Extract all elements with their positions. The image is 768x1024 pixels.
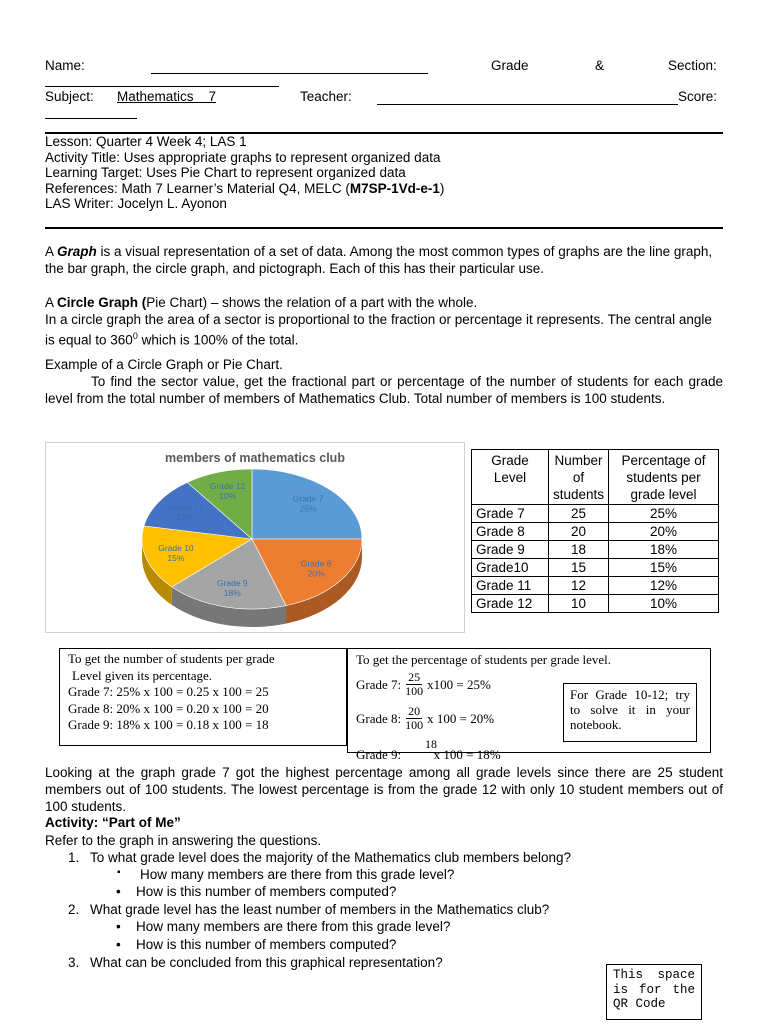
pie-chart <box>46 443 464 632</box>
g8-label: Grade 8: <box>356 710 402 726</box>
question-2b: How is this number of members computed? <box>136 937 397 952</box>
cell-percentage: 15% <box>609 559 719 577</box>
table-row <box>472 559 719 577</box>
pie-label-category: Grade 11 <box>167 501 203 512</box>
p1-a: A <box>45 244 58 259</box>
cell-number: 18 <box>549 541 609 559</box>
cell-grade: Grade 8 <box>472 523 549 541</box>
pie-label-category: Grade 9 <box>216 577 248 588</box>
cell-percentage: 25% <box>609 505 719 523</box>
th-number: Number of students <box>549 450 609 505</box>
pie-label-category: Grade 7 <box>292 493 324 504</box>
q2-number: 2. <box>68 902 80 917</box>
name-blank[interactable] <box>151 73 428 74</box>
g7-den: 100 <box>405 684 424 698</box>
try-note-box: For Grade 10-12; try to solve it in your notebook. <box>563 683 697 742</box>
p1-bold: Graph <box>57 244 97 259</box>
grade-table <box>471 449 719 613</box>
table-row <box>472 577 719 595</box>
question-1b: How is this number of members computed? <box>136 884 397 899</box>
g8-fraction <box>405 705 423 732</box>
learning-target-line: Learning Target: Uses Pie Chart to represent organized data <box>45 165 406 180</box>
references-text: References: Math 7 Learner’s Material Q4, MELC ( <box>45 180 350 196</box>
g8-rest: x 100 = 20% <box>427 710 495 726</box>
cell-number: 25 <box>549 505 609 523</box>
activity-title-line: Activity Title: Uses appropriate graphs to represent organized data <box>45 149 441 165</box>
cell-percentage: 12% <box>609 577 719 595</box>
g9-num: 18 <box>425 737 437 751</box>
box-left-line: Grade 8: 20% x 100 = 0.20 x 100 = 20 <box>68 700 269 716</box>
cell-grade: Grade 7 <box>472 505 549 523</box>
grade-label: Grade <box>491 58 529 73</box>
grade7-formula <box>356 671 491 698</box>
cell-number: 15 <box>549 559 609 577</box>
grade8-formula <box>356 705 494 732</box>
box-left-line: Grade 7: 25% x 100 = 0.25 x 100 = 25 <box>68 684 269 699</box>
table-header-row <box>472 450 719 505</box>
g8-num: 20 <box>408 704 421 718</box>
teacher-blank[interactable] <box>377 104 678 105</box>
writer-line: LAS Writer: Jocelyn L. Ayonon <box>45 196 227 211</box>
question-2: What grade level has the least number of members in the Mathematics club? <box>90 902 550 917</box>
cell-grade: Grade 11 <box>472 577 549 595</box>
section-blank[interactable] <box>45 86 279 87</box>
g7-num: 25 <box>408 670 421 684</box>
activity-intro: Refer to the graph in answering the questions. <box>45 833 322 848</box>
pie-label-value: 10% <box>219 491 237 502</box>
subject-value: Mathematics 7 <box>117 89 217 104</box>
pie-label-category: Grade 10 <box>158 543 194 554</box>
lesson-divider <box>45 227 723 229</box>
pie-label-value: 20% <box>307 568 325 579</box>
cell-grade: Grade10 <box>472 559 549 577</box>
p1-b: is a visual representation of a set of data. Among the most common types of graphs are the line graph, the bar graph, the circle graph, and pictograph. Each of this has their particular use. <box>45 244 713 276</box>
g7-fraction <box>405 671 423 698</box>
pie-label-category: Grade 8 <box>300 558 332 569</box>
dot-bullet: • <box>116 884 121 899</box>
box-left-line: To get the number of students per grade <box>68 651 275 666</box>
q1-number: 1. <box>68 850 80 865</box>
g9-cutoff: Grade 9: x 100 = 18% <box>356 747 501 762</box>
q3-number: 3. <box>68 955 80 970</box>
table-row <box>472 523 719 541</box>
question-2a: How many members are there from this grade level? <box>136 919 451 934</box>
square-bullet: ▪ <box>117 867 121 878</box>
box-left-line: Grade 9: 18% x 100 = 0.18 x 100 = 18 <box>68 717 269 732</box>
box-right-title: To get the percentage of students per grade level. <box>356 652 612 667</box>
g7-rest: x100 = 25% <box>427 676 491 692</box>
p3-sup: 0 <box>132 331 138 341</box>
cell-percentage: 20% <box>609 523 719 541</box>
dot-bullet: • <box>116 919 121 934</box>
references-line <box>45 181 444 197</box>
question-1a: How many members are there from this grade level? <box>140 867 455 882</box>
table-row <box>472 595 719 613</box>
cell-percentage: 18% <box>609 541 719 559</box>
cell-grade: Grade 12 <box>472 595 549 613</box>
melc-code: M7SP-1Vd-e-1 <box>349 180 440 196</box>
score-blank[interactable] <box>45 118 137 119</box>
qr-code-placeholder: This space is for the QR Code <box>606 964 702 1020</box>
ampersand: & <box>595 58 605 73</box>
cell-percentage: 10% <box>609 595 719 613</box>
subject-label: Subject: <box>45 89 94 104</box>
dot-bullet: • <box>116 937 121 952</box>
cell-number: 10 <box>549 595 609 613</box>
question-3: What can be concluded from this graphical representation? <box>90 955 443 970</box>
cell-number: 12 <box>549 577 609 595</box>
lesson-info <box>45 134 444 212</box>
circle-graph-definition <box>45 294 723 349</box>
pie-label-category: Grade 12 <box>209 481 246 492</box>
cell-grade: Grade 9 <box>472 541 549 559</box>
box-left-line: Level given its percentage. <box>72 667 213 683</box>
graph-definition <box>45 243 723 277</box>
teacher-label: Teacher: <box>300 89 352 104</box>
p2-a: A <box>45 295 58 310</box>
th-grade-level: Grade Level <box>472 450 549 505</box>
p2-bold: Circle Graph ( <box>57 295 147 310</box>
percentage-formula-box <box>347 648 711 762</box>
table-row <box>472 505 719 523</box>
pie-label-value: 25% <box>299 503 317 514</box>
right-box-bottom <box>347 752 711 753</box>
activity-title: Activity: “Part of Me” <box>45 815 181 830</box>
name-label: Name: <box>45 58 85 73</box>
p3-end: which is 100% of the total. <box>137 332 299 348</box>
conclusion-paragraph: Looking at the graph grade 7 got the highest percentage among all grade levels since there are 25 student members out of 100 students. The lowest percentage is from the grade 12 with only 10 student members out of 100 students. <box>45 765 723 814</box>
example-paragraph: To find the sector value, get the fractional part or percentage of the number of students for each grade level from the total number of members of Mathematics Club. Total number of members is 100 students. <box>45 374 723 406</box>
section-label: Section: <box>668 58 717 73</box>
pie-label-value: 12% <box>176 511 194 522</box>
th-percentage: Percentage of students per grade level <box>609 450 719 505</box>
p3: In a circle graph the area of a sector is proportional to the fraction or percentage it represents. The central angle is equal to 360 <box>45 312 712 348</box>
p2-b: Pie Chart) – shows the relation of a part with the whole. <box>146 295 478 310</box>
cell-number: 20 <box>549 523 609 541</box>
g7-label: Grade 7: <box>356 676 402 692</box>
g8-den: 100 <box>405 718 424 732</box>
chart-title: members of mathematics club <box>165 451 345 465</box>
example-heading: Example of a Circle Graph or Pie Chart. <box>45 357 283 372</box>
table-row <box>472 541 719 559</box>
pie-label-value: 15% <box>167 553 185 564</box>
number-formula-box <box>59 648 347 746</box>
question-1: To what grade level does the majority of the Mathematics club members belong? <box>90 850 571 865</box>
score-label: Score: <box>678 89 718 104</box>
references-close: ) <box>439 180 445 196</box>
pie-chart-frame <box>45 442 465 633</box>
pie-label-value: 18% <box>223 587 241 598</box>
lesson-line: Lesson: Quarter 4 Week 4; LAS 1 <box>45 134 247 149</box>
